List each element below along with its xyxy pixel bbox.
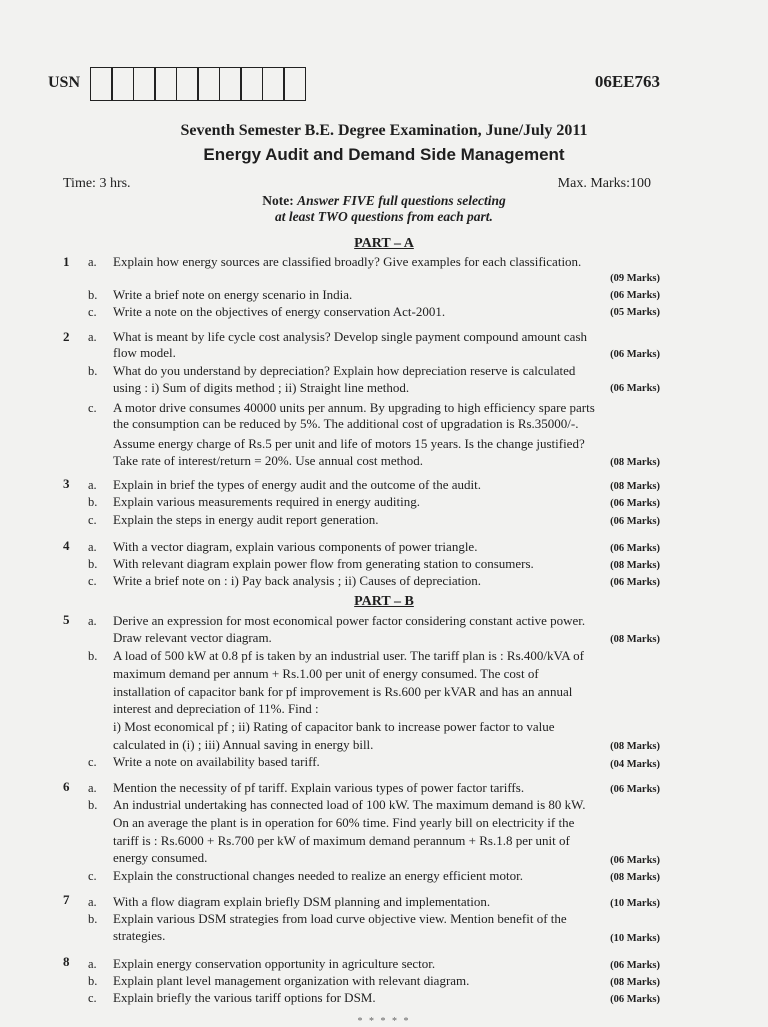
marks: (06 Marks) [610,960,660,971]
question-text: Write a note on the objectives of energy conservation Act-2001. [113,304,446,319]
marks: (06 Marks) [610,855,660,866]
question-text: Mention the necessity of pf tariff. Explain various types of power factor tariffs. [113,780,525,795]
time-allowed: Time: 3 hrs. [63,176,131,191]
max-marks: Max. Marks:100 [557,176,651,191]
marks: (06 Marks) [610,349,660,360]
marks: (06 Marks) [610,994,660,1005]
question-text: Write a brief note on energy scenario in India. [113,287,353,302]
sub-label: a. [88,330,97,344]
question-text: With relevant diagram explain power flow from generating station to consumers. [113,556,534,571]
marks: (06 Marks) [610,516,660,527]
instructions-note [0,193,768,225]
sub-label: c. [88,513,97,527]
question-text: i) Most economical pf ; ii) Rating of capacitor bank to increase power factor to value [113,719,555,734]
sub-label: b. [88,557,98,571]
question-text: Explain how energy sources are classified broadly? Give examples for each classification. [113,254,582,269]
question-number: 6 [63,779,70,794]
sub-label: c. [88,574,97,588]
question-text: Assume energy charge of Rs.5 per unit and life of motors 15 years. Is the change justified? [113,436,585,451]
sub-label: c. [88,869,97,883]
semester-line: Seventh Semester B.E. Degree Examination, June/July 2011 [180,122,588,139]
usn-box [90,67,113,101]
marks: (08 Marks) [610,977,660,988]
usn-box [240,67,263,101]
sub-label: b. [88,798,98,812]
usn-box [262,67,285,101]
sub-label: a. [88,540,97,554]
question-number: 2 [63,329,70,344]
marks: (09 Marks) [610,273,660,284]
sub-label: c. [88,755,97,769]
usn-box [197,67,220,101]
usn-boxes [91,67,306,101]
question-text: Take rate of interest/return = 20%. Use annual cost method. [113,453,424,468]
question-text: the consumption can be reduced by 5%. The additional cost of upgradation is Rs.35000/-. [113,416,579,431]
usn-box [176,67,199,101]
sub-label: a. [88,895,97,909]
marks: (08 Marks) [610,634,660,645]
question-number: 7 [63,892,70,907]
sub-label: a. [88,957,97,971]
page-title: Energy Audit and Demand Side Management [203,145,565,164]
marks: (06 Marks) [610,383,660,394]
question-text: interest and depreciation of 11%. Find : [113,701,319,716]
question-text: flow model. [113,345,176,360]
question-text: Explain various measurements required in energy auditing. [113,494,420,509]
sub-label: c. [88,991,97,1005]
sub-label: b. [88,495,98,509]
marks: (08 Marks) [610,741,660,752]
note-line-1: Answer FIVE full questions selecting [297,193,506,208]
usn-box [219,67,242,101]
question-text: Draw relevant vector diagram. [113,630,272,645]
marks: (08 Marks) [610,481,660,492]
sub-label: b. [88,974,98,988]
subject-code: 06EE763 [594,72,660,91]
question-text: What do you understand by depreciation? Explain how depreciation reserve is calculated [113,363,576,378]
question-text: calculated in (i) ; iii) Annual saving in energy bill. [113,737,374,752]
question-number: 3 [63,476,70,491]
sub-label: c. [88,401,97,415]
question-text: Explain various DSM strategies from load curve objective view. Mention benefit of the [113,911,567,926]
question-text: Explain the steps in energy audit report generation. [113,512,379,527]
question-text: Explain the constructional changes needed to realize an energy efficient motor. [113,868,523,883]
marks: (08 Marks) [610,560,660,571]
marks: (06 Marks) [610,498,660,509]
marks: (10 Marks) [610,933,660,944]
question-text: Explain plant level management organization with relevant diagram. [113,973,470,988]
marks: (06 Marks) [610,784,660,795]
note-prefix: Note: [262,193,294,208]
marks: (04 Marks) [610,759,660,770]
sub-label: a. [88,255,97,269]
question-text: Explain briefly the various tariff options for DSM. [113,990,376,1005]
question-text: Explain energy conservation opportunity in agriculture sector. [113,956,436,971]
question-text: What is meant by life cycle cost analysis? Develop single payment compound amount cash [113,329,588,344]
marks: (08 Marks) [610,872,660,883]
sub-label: a. [88,614,97,628]
question-text: Explain in brief the types of energy audit and the outcome of the audit. [113,477,481,492]
question-text: A motor drive consumes 40000 units per annum. By upgrading to high efficiency spare parts [113,400,595,415]
question-text: strategies. [113,928,166,943]
question-number: 1 [63,254,70,269]
marks: (05 Marks) [610,307,660,318]
sub-label: a. [88,781,97,795]
question-number: 8 [63,954,70,969]
question-text: With a flow diagram explain briefly DSM planning and implementation. [113,894,491,909]
question-text: maximum demand per annum + Rs.1.00 per unit of energy consumed. The cost of [113,666,539,681]
question-text: energy consumed. [113,850,208,865]
note-line-2: at least TWO questions from each part. [275,209,493,224]
end-marker: * * * * * [357,1016,411,1027]
question-text: Write a note on availability based tariff. [113,754,320,769]
usn-box [154,67,177,101]
question-text: installation of capacitor bank for pf improvement is Rs.600 per kVAR and has an annual [113,684,573,699]
question-text: tariff is : Rs.6000 + Rs.700 per kW of maximum demand perannum + Rs.1.8 per unit of [113,833,570,848]
sub-label: b. [88,649,98,663]
marks: (08 Marks) [610,457,660,468]
question-text: using : i) Sum of digits method ; ii) Straight line method. [113,380,410,395]
marks: (06 Marks) [610,577,660,588]
sub-label: a. [88,478,97,492]
question-text: An industrial undertaking has connected load of 100 kW. The maximum demand is 80 kW. [113,797,586,812]
question-text: A load of 500 kW at 0.8 pf is taken by an industrial user. The tariff plan is : Rs.400/kVA of [113,648,584,663]
sub-label: b. [88,912,98,926]
question-text: Write a brief note on : i) Pay back analysis ; ii) Causes of depreciation. [113,573,482,588]
marks: (10 Marks) [610,898,660,909]
usn-box [133,67,156,101]
question-text: Derive an expression for most economical power factor considering constant active power. [113,613,586,628]
question-text: With a vector diagram, explain various components of power triangle. [113,539,478,554]
part-a-heading: PART – A [354,236,414,251]
sub-label: b. [88,364,98,378]
marks: (06 Marks) [610,290,660,301]
usn-box [283,67,306,101]
marks: (06 Marks) [610,543,660,554]
question-number: 4 [63,538,70,553]
sub-label: c. [88,305,97,319]
question-text: On an average the plant is in operation for 60% time. Find yearly bill on electricity if the [113,815,575,830]
sub-label: b. [88,288,98,302]
usn-label: USN [48,74,81,91]
question-number: 5 [63,612,70,627]
part-b-heading: PART – B [354,594,414,609]
usn-box [111,67,134,101]
